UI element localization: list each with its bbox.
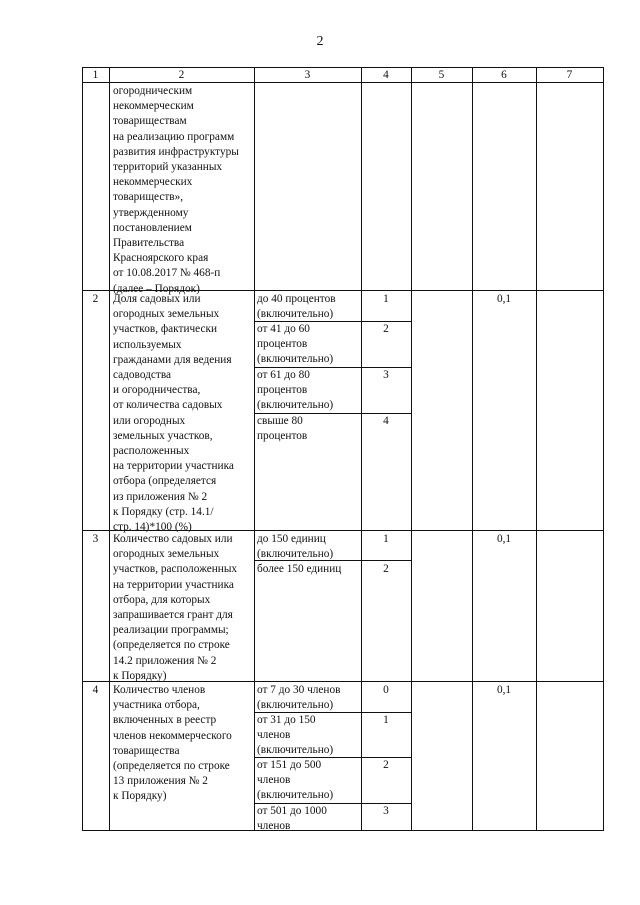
column-border <box>82 67 83 831</box>
criterion-weight: 0,1 <box>496 533 512 545</box>
row-description: Доля садовых или огородных земельных участков, фактически используемых гражданами для ведения садоводства и огородничества, от количества садовых или огородных земельных участков, расположенных на территории участника отбора (определяется из приложения № 2 к Порядку (стр. 14.1/ стр. 14)*100 (%) <box>113 293 234 534</box>
criterion-weight: 0,1 <box>496 293 512 305</box>
row-description: Количество садовых или огородных земельных участков, расположенных на территории участника отбора, для которых запрашивается грант для реализации программы; (определяется по строке 14.2 приложения № 2 к Порядку) <box>113 533 238 682</box>
criterion-score: 1 <box>383 293 389 305</box>
row-number: 4 <box>92 684 99 696</box>
header-col-1: 1 <box>92 69 99 81</box>
column-border <box>536 67 537 831</box>
criterion-range: от 31 до 150 членов (включительно) <box>257 714 334 757</box>
criterion-range: до 40 процентов (включительно) <box>257 293 336 321</box>
column-border <box>109 67 110 831</box>
criterion-score: 0 <box>383 684 389 696</box>
criterion-weight: 0,1 <box>496 684 512 696</box>
header-col-6: 6 <box>501 69 507 81</box>
criterion-range: от 7 до 30 членов (включительно) <box>257 684 341 712</box>
criterion-score: 2 <box>383 323 389 335</box>
criterion-score: 4 <box>383 415 389 427</box>
page-number: 2 <box>316 34 324 49</box>
header-col-2: 2 <box>178 69 185 81</box>
row-number: 3 <box>92 533 99 545</box>
header-col-5: 5 <box>438 69 445 81</box>
criterion-range: до 150 единиц (включительно) <box>257 533 334 561</box>
criterion-range: от 61 до 80 процентов (включительно) <box>257 369 334 412</box>
criterion-score: 1 <box>383 714 389 726</box>
header-col-3: 3 <box>304 69 311 81</box>
header-col-7: 7 <box>566 69 573 81</box>
criterion-score: 3 <box>383 369 389 381</box>
row-number: 2 <box>92 293 99 305</box>
criterion-score: 2 <box>383 563 389 575</box>
criterion-range: от 151 до 500 членов (включительно) <box>257 759 334 802</box>
column-border <box>254 67 255 831</box>
table-bottom-border <box>82 830 604 831</box>
row-description: огородническим некоммерческим товариществам на реализацию программ развития инфраструктуры территорий указанных некоммерческих товариществ», утвержденному постановлением Правительства Красноярского края от 10.08.2017 № 468-п (далее – Порядок) <box>113 85 239 295</box>
header-col-4: 4 <box>383 69 389 81</box>
criterion-score: 2 <box>383 759 389 771</box>
criterion-range: свыше 80 процентов <box>257 415 308 443</box>
criterion-score: 3 <box>383 805 389 817</box>
criterion-range: более 150 единиц <box>257 563 342 575</box>
column-border <box>472 67 473 831</box>
column-border <box>603 67 604 831</box>
criterion-range: от 501 до 1000 членов <box>257 805 327 833</box>
column-border <box>411 67 412 831</box>
criterion-range: от 41 до 60 процентов (включительно) <box>257 323 334 366</box>
criterion-score: 1 <box>383 533 389 545</box>
row-description: Количество членов участника отбора, включенных в реестр членов некоммерческого товарищества (определяется по строке 13 приложения № 2 к Порядку) <box>113 684 232 803</box>
